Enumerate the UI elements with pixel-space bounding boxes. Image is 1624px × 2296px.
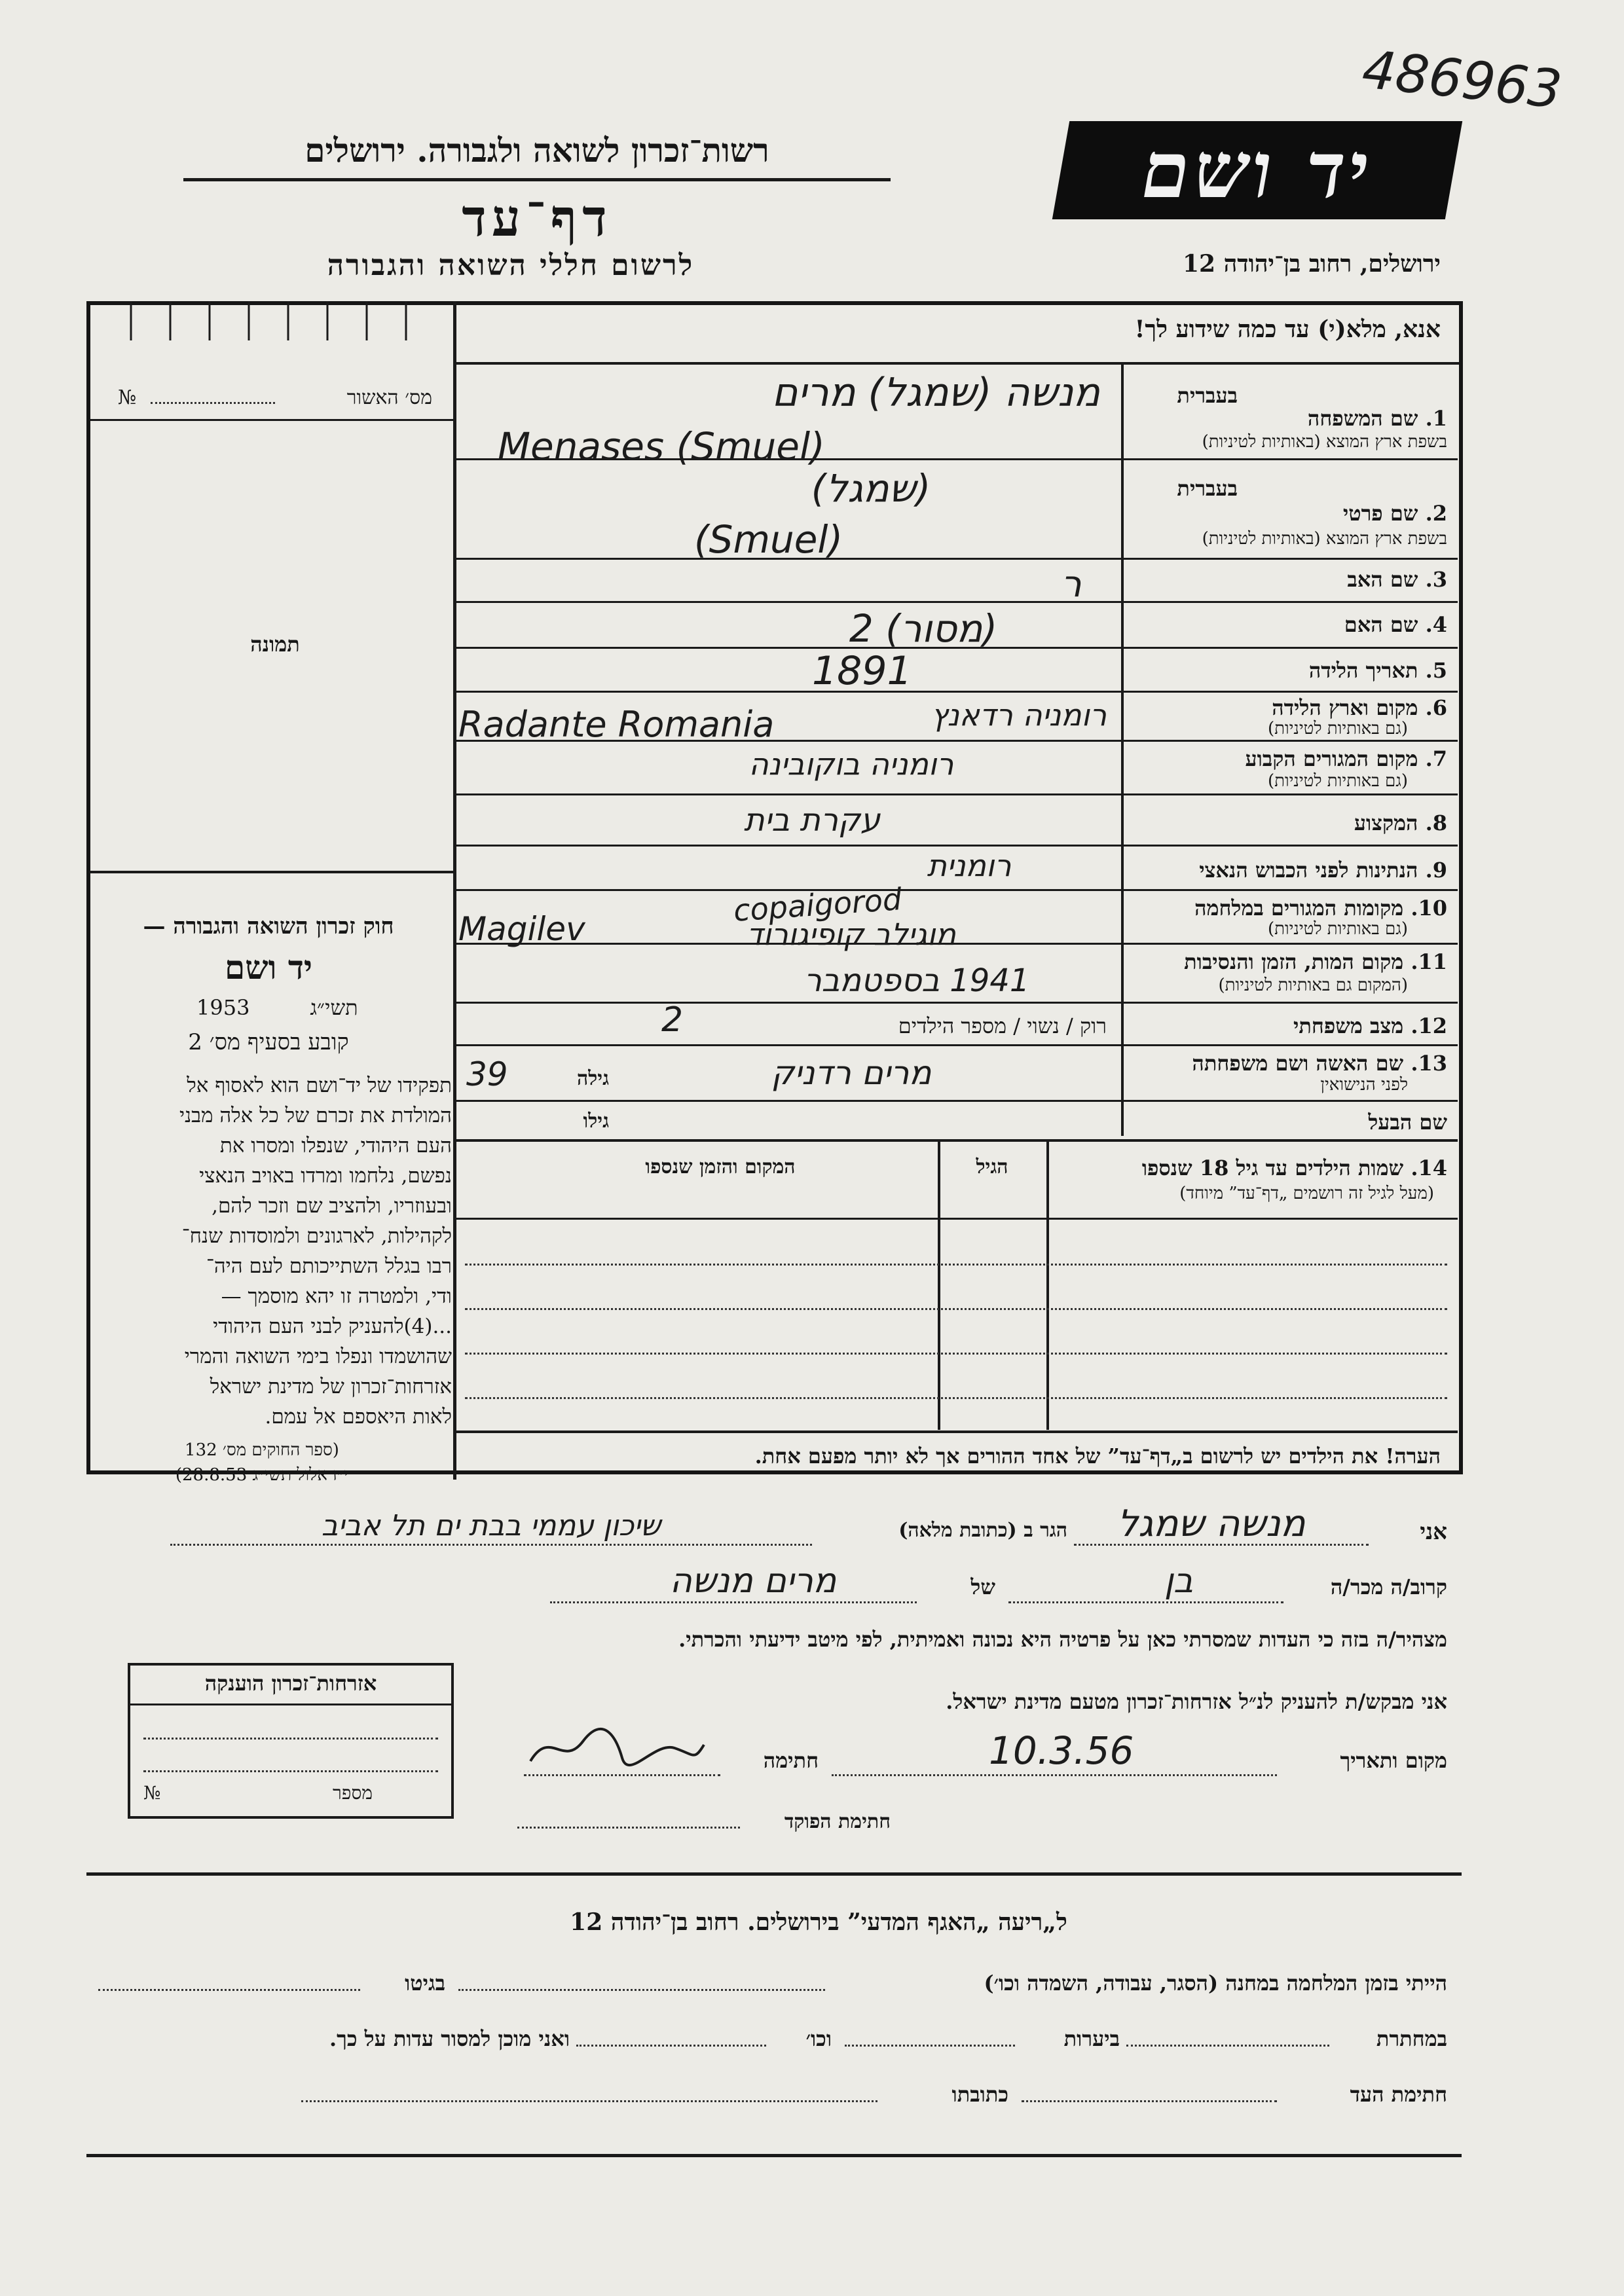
children-bottom-rule — [456, 1430, 1458, 1433]
memorial-citizenship-stamp — [128, 1663, 454, 1819]
intro-text: אנא, מלא(י) עד כמה שידוע לך! — [1134, 316, 1441, 343]
birth-place-hebrew[interactable]: רומניה רדאנץ — [931, 697, 1107, 733]
wartime-residence-latin[interactable]: Magilev — [458, 910, 585, 948]
death-place-note: (המקום גם באותיות לטיניות) — [1218, 975, 1408, 995]
row-rule — [456, 691, 1458, 693]
witness-signature-label: חתימת העד — [1350, 2082, 1447, 2107]
mother-name[interactable]: (מסור) 2 — [849, 606, 998, 651]
residence-label: 7. מקום המגורים הקבוע — [1245, 746, 1447, 771]
witness-address-field[interactable] — [301, 2100, 877, 2102]
birth-place-label: 6. מקום וארץ הלידה — [1272, 695, 1447, 720]
family-name-label: 1. שם המשפחה — [1307, 406, 1447, 431]
approval-number-label: מס׳ האשור — [346, 386, 432, 409]
wartime-residence-note: (גם באותיות לטיניות) — [1267, 919, 1408, 939]
declarant-address[interactable]: שיכון עממי בבת ים תל אביב — [321, 1509, 661, 1542]
of-label: של — [970, 1575, 995, 1599]
occupation-label: 8. המקצוע — [1354, 811, 1447, 835]
husband-name-label: שם הבעל — [1368, 1110, 1447, 1135]
latin-label-1: בשפת ארץ המוצא (באותיות לטיניות) — [1202, 432, 1447, 452]
law-line: תפקידו של יד־ושם הוא לאסוף אל — [187, 1074, 452, 1097]
relation[interactable]: בן — [1164, 1561, 1194, 1601]
row-rule — [456, 845, 1458, 847]
law-line: המולדת את זכרם של כל אלה מבני — [179, 1104, 452, 1127]
law-reference-2: י״ז אלול תשי״ג 28.8.53) — [175, 1465, 349, 1485]
first-name-hebrew[interactable]: (שמגל) — [811, 466, 931, 511]
row-rule — [456, 1002, 1458, 1004]
law-name: יד ושם — [225, 948, 312, 987]
law-title: חוק זכרון השואה והגבורה — — [143, 913, 394, 939]
note-text: הערה! את הילדים יש לרשום ב„דף־עד” של אחד ההורים אך לא יותר מפעם אחת. — [754, 1444, 1441, 1468]
row-rule — [456, 1044, 1458, 1046]
approval-boxes — [92, 314, 449, 337]
yad-vashem-logo: יד ושם — [1052, 121, 1462, 219]
law-line: לקהילות, לארגונים ולמוסדות שנח־ — [181, 1224, 452, 1248]
address-line — [170, 1544, 812, 1546]
father-name[interactable]: ר — [1061, 563, 1082, 606]
footer-bottom-rule — [86, 2154, 1462, 2157]
approval-rule — [90, 419, 454, 421]
children-header-rule — [456, 1218, 1458, 1220]
stamp-number-label: מספר — [333, 1782, 373, 1804]
stamp-line[interactable] — [143, 1770, 438, 1772]
law-year-hebrew: תשי״ג — [310, 995, 358, 1020]
law-line: אזרחות־זכרון של מדינת ישראל — [210, 1375, 452, 1398]
address-label: הגר ב (כתובת מלאה) — [898, 1519, 1067, 1542]
testimony-offer: ואני מוכן למסור עדות על כך. — [329, 2026, 570, 2051]
relation-label: קרוב/ה מכר/ה — [1330, 1575, 1447, 1599]
signature-label: חתימה — [763, 1748, 819, 1773]
approval-number-field[interactable] — [151, 402, 275, 404]
children-row[interactable] — [465, 1264, 1447, 1266]
approval-number-sign: № — [118, 386, 137, 409]
wife-name[interactable]: מרים רדניק — [771, 1054, 932, 1092]
row-rule — [456, 601, 1458, 603]
children-row[interactable] — [465, 1397, 1447, 1399]
declarant-name-line — [1074, 1544, 1369, 1546]
intro-rule — [453, 362, 1459, 365]
declaration-date[interactable]: 10.3.56 — [989, 1728, 1134, 1773]
victim-full-name[interactable]: מרים מנשה — [669, 1561, 837, 1601]
document-number: 486963 — [1359, 39, 1565, 120]
law-reference-1: (ספר החוקים מס׳ 132 — [185, 1440, 339, 1460]
underground-field[interactable] — [1126, 2045, 1329, 2047]
law-line: לאות היאספם אל עמם. — [265, 1405, 452, 1429]
header-underline — [183, 178, 891, 181]
residence[interactable]: רומניה בוקובינה — [748, 746, 954, 782]
husband-age-label: גילו — [583, 1110, 609, 1133]
camp-field[interactable] — [458, 1989, 825, 1991]
law-line: העם היהודי, שנפלו ומסרו את — [219, 1134, 452, 1157]
photo-area-bottom — [90, 871, 454, 873]
date-line — [832, 1774, 1277, 1776]
children-col-divider — [1046, 1142, 1049, 1430]
declarant-name[interactable]: מנשה שמגל — [1117, 1503, 1306, 1545]
law-section: קובע בסעיף מס׳ 2 — [188, 1029, 349, 1055]
ghetto-label: בגיטו — [405, 1971, 445, 1995]
witness-address-label: כתובתו — [951, 2082, 1008, 2107]
first-name-latin[interactable]: (Smuel) — [694, 517, 843, 562]
row-rule — [456, 558, 1458, 560]
form-title: דף־עד — [462, 189, 612, 248]
children-col-divider — [938, 1142, 940, 1430]
wife-age[interactable]: 39 — [466, 1055, 508, 1093]
children-count[interactable]: 2 — [661, 1000, 684, 1040]
children-age-column: הגיל — [976, 1156, 1008, 1178]
family-name-hebrew[interactable]: מנשה (שמגל) מרים — [771, 370, 1100, 416]
victim-name-line — [550, 1601, 917, 1603]
row-rule — [456, 1100, 1458, 1102]
row-rule — [456, 1139, 1458, 1142]
forests-field[interactable] — [845, 2045, 1015, 2047]
declarant-signature[interactable] — [524, 1722, 707, 1774]
wife-name-label: 13. שם האשה ושם משפחתה — [1192, 1051, 1447, 1076]
birth-place-note: (גם באותיות לטיניות) — [1267, 719, 1408, 738]
children-place-column: המקום והזמן שנספו — [645, 1156, 796, 1178]
official-signature-label: חתימת הפוקד — [784, 1810, 891, 1833]
family-name-latin[interactable]: Menases (Smuel) — [498, 424, 825, 469]
wartime-residence-hebrew[interactable]: מוגילב קופיגורוד — [747, 917, 956, 952]
camp-statement: הייתי בזמן המלחמה במחנה (הסגר, עבודה, השמדה וכו׳) — [984, 1971, 1447, 1995]
children-row[interactable] — [465, 1308, 1447, 1310]
etc-field[interactable] — [576, 2045, 766, 2047]
law-line: נפשם, נלחמו ומרדו באויב הנאצי — [199, 1164, 452, 1188]
witness-signature-field[interactable] — [1022, 2100, 1277, 2102]
hebrew-label-2: בעברית — [1177, 476, 1238, 501]
birth-date[interactable]: 1891 — [812, 648, 912, 694]
law-line: שהושמדו ונפלו בימי השואה והמרי — [184, 1345, 452, 1368]
wartime-residence-extra[interactable]: copaigorod — [732, 881, 903, 928]
underground-label: במחתרת — [1376, 2026, 1447, 2051]
place-date-label: מקום ותאריך — [1340, 1748, 1447, 1773]
photo-label: תמונה — [250, 632, 300, 657]
birth-place-latin[interactable]: Radante Romania — [458, 704, 775, 745]
relation-line — [1008, 1601, 1283, 1603]
official-signature-line[interactable] — [517, 1827, 740, 1829]
children-note: (מעל לגיל זה רושמים „דף־עד” מיוחד) — [1179, 1184, 1434, 1203]
marital-status-options: רוק / נשוי / מספר הילדים — [898, 1013, 1107, 1038]
footer-top-rule — [86, 1872, 1462, 1876]
law-line: רבו בגלל השתייכותם לעם היה־ — [206, 1254, 452, 1278]
ghetto-field[interactable] — [98, 1989, 360, 1991]
occupation[interactable]: עקרת בית — [743, 802, 881, 839]
children-row[interactable] — [465, 1353, 1447, 1355]
stamp-number-sign: № — [143, 1782, 161, 1804]
stamp-line[interactable] — [143, 1738, 438, 1740]
marital-status-label: 12. מצב משפחתי — [1293, 1013, 1447, 1038]
citizenship-label: 9. הנתינות לפני הכבוש הנאצי — [1199, 858, 1447, 883]
wife-name-note: לפני הנישואין — [1320, 1075, 1408, 1095]
mother-name-label: 4. שם האם — [1344, 612, 1447, 637]
wife-age-label: גילה — [576, 1067, 609, 1090]
hebrew-label-1: בעברית — [1177, 383, 1238, 408]
children-label: 14. שמות הילדים עד גיל 18 שנספו — [1141, 1156, 1447, 1180]
row-rule — [456, 889, 1458, 891]
death-date[interactable]: 1941 בספטמבר — [803, 962, 1030, 999]
latin-label-2: בשפת ארץ המוצא (באותיות לטיניות) — [1202, 529, 1447, 549]
authority-name: רשות־זכרון לשואה ולגבורה. ירושלים — [304, 131, 769, 170]
form-subtitle: לרשום חללי השואה והגבורה — [327, 249, 695, 282]
law-line: ובעוזריו, ולהציב שם וזכר להם, — [212, 1194, 452, 1218]
label-column-divider — [1121, 363, 1124, 1136]
yad-vashem-address: ירושלים, רחוב בן־יהודה 12 — [1182, 250, 1441, 278]
declarant-label: אני — [1420, 1519, 1447, 1545]
wartime-residence-label: 10. מקומות המגורים במלחמה — [1194, 896, 1447, 920]
law-text — [79, 1070, 452, 1432]
death-place-label: 11. מקום המות, הזמן והנסיבות — [1184, 949, 1447, 974]
law-line: ...(4)להעניק לבני העם היהודי — [213, 1315, 452, 1338]
footer-heading: ל„ריעה „האגף המדעי” בירושלים. רחוב בן־יהודה 12 — [570, 1908, 1067, 1936]
etc-label: וכו׳ — [805, 2026, 832, 2051]
citizenship[interactable]: רומנית — [927, 848, 1012, 883]
declaration-statement: מצהיר/ה בזה כי העדות שמסרתי כאן על פרטיה היא נכונה ואמיתית, לפי מיטב ידיעתי והכרתי. — [678, 1627, 1447, 1652]
law-line: ודי, ולמטרה זו יהא מוסמך — — [221, 1285, 452, 1308]
father-name-label: 3. שם האב — [1347, 567, 1447, 592]
stamp-title: אזרחות־זכרון הוענקה — [204, 1671, 377, 1696]
citizenship-request: אני מבקש/ת להעניק לנ״ל אזרחות־זכרון מטעם מדינת ישראל. — [946, 1689, 1447, 1714]
first-name-label: 2. שם פרטי — [1342, 501, 1447, 526]
row-rule — [456, 793, 1458, 795]
residence-note: (גם באותיות לטיניות) — [1267, 771, 1408, 791]
signature-line — [524, 1774, 720, 1776]
birth-date-label: 5. תאריך הלידה — [1308, 658, 1447, 683]
stamp-title-rule — [130, 1704, 451, 1705]
forests-label: ביערות — [1063, 2026, 1120, 2051]
law-year: 1953 — [196, 995, 250, 1020]
signature-scribble — [524, 1722, 707, 1774]
